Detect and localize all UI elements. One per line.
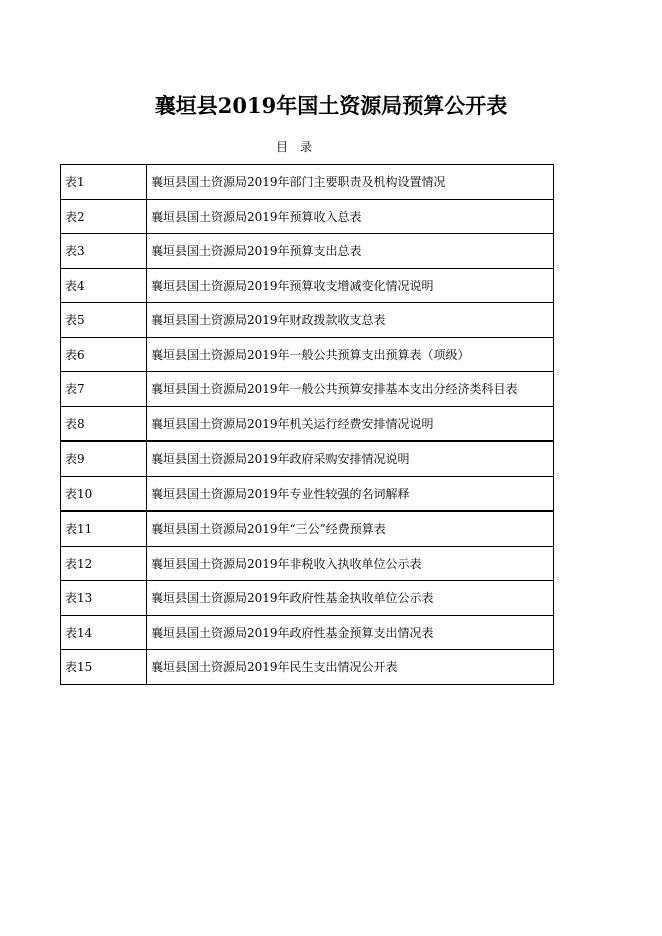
- table-row: [61, 650, 554, 685]
- table-title-cell: 襄垣县国土资源局2019年一般公共预算支出预算表（项级）: [147, 337, 554, 372]
- table-number-cell: 表1: [61, 165, 147, 200]
- table-title-cell: 襄垣县国土资源局2019年政府性基金预算支出情况表: [147, 615, 554, 650]
- table-row: [61, 268, 554, 303]
- toc-subtitle: 目录: [275, 140, 324, 154]
- table-row: [61, 441, 554, 476]
- table-row: [61, 406, 554, 441]
- table-title-cell: 襄垣县国土资源局2019年机关运行经费安排情况说明: [147, 406, 554, 441]
- table-number-cell: 表11: [61, 511, 147, 546]
- table-title-cell: 襄垣县国土资源局2019年财政拨款收支总表: [147, 303, 554, 338]
- table-number-cell: 表4: [61, 268, 147, 303]
- table-number-cell: 表7: [61, 372, 147, 407]
- table-row: [61, 476, 554, 511]
- table-number-cell: 表8: [61, 406, 147, 441]
- table-title-cell: 襄垣县国土资源局2019年“三公”经费预算表: [147, 511, 554, 546]
- table-title-cell: 襄垣县国土资源局2019年部门主要职责及机构设置情况: [147, 165, 554, 200]
- table-row: [61, 303, 554, 338]
- table-row: [61, 372, 554, 407]
- table-title-cell: 襄垣县国土资源局2019年政府性基金执收单位公示表: [147, 581, 554, 616]
- table-row: [61, 234, 554, 269]
- table-number-cell: 表13: [61, 581, 147, 616]
- table-number-cell: 表9: [61, 441, 147, 476]
- table-title-cell: 襄垣县国土资源局2019年预算支出总表: [147, 234, 554, 269]
- table-title-cell: 襄垣县国土资源局2019年专业性较强的名词解释: [147, 476, 554, 511]
- table-number-cell: 表10: [61, 476, 147, 511]
- table-number-cell: 表3: [61, 234, 147, 269]
- table-title-cell: 襄垣县国土资源局2019年预算收支增减变化情况说明: [147, 268, 554, 303]
- table-title-cell: 襄垣县国土资源局2019年民生支出情况公开表: [147, 650, 554, 685]
- page-title: 襄垣县2019年国土资源局预算公开表: [154, 93, 508, 118]
- table-title-cell: 襄垣县国土资源局2019年预算收入总表: [147, 199, 554, 234]
- table-row: [61, 615, 554, 650]
- table-title-cell: 襄垣县国土资源局2019年政府采购安排情况说明: [147, 441, 554, 476]
- table-row: [61, 511, 554, 546]
- table-title-cell: 襄垣县国土资源局2019年非税收入执收单位公示表: [147, 546, 554, 581]
- table-number-cell: 表15: [61, 650, 147, 685]
- table-number-cell: 表12: [61, 546, 147, 581]
- table-row: [61, 546, 554, 581]
- table-row: [61, 337, 554, 372]
- table-number-cell: 表6: [61, 337, 147, 372]
- table-row: [61, 199, 554, 234]
- table-number-cell: 表14: [61, 615, 147, 650]
- table-number-cell: 表5: [61, 303, 147, 338]
- table-title-cell: 襄垣县国土资源局2019年一般公共预算安排基本支出分经济类科目表: [147, 372, 554, 407]
- table-row: [61, 165, 554, 200]
- toc-table: [60, 164, 554, 685]
- table-number-cell: 表2: [61, 199, 147, 234]
- table-row: [61, 581, 554, 616]
